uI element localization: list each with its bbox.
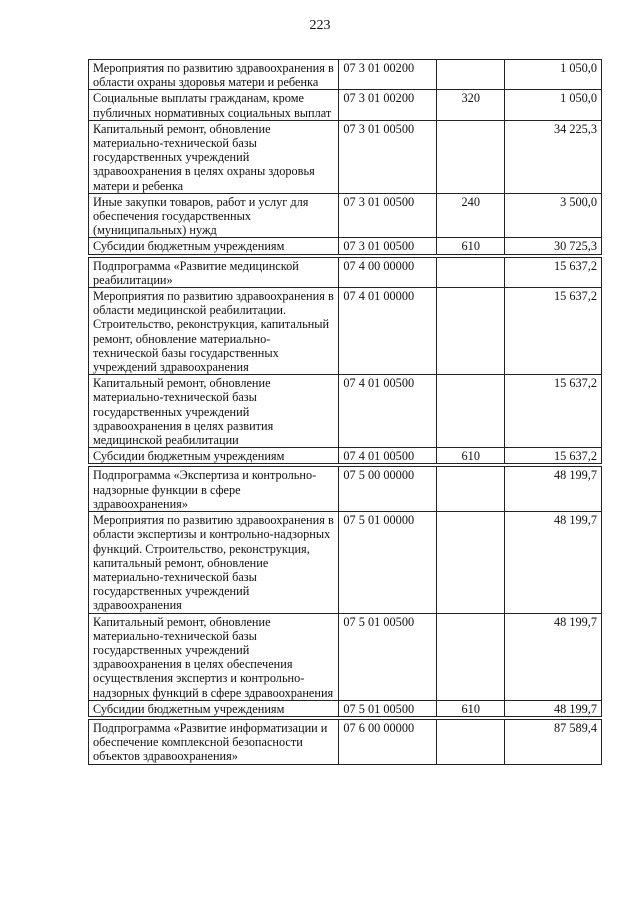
- row-code: 07 5 00 00000: [339, 467, 437, 512]
- row-expense-type: [437, 512, 505, 613]
- budget-table-body: [89, 60, 602, 765]
- row-expense-type: 320: [437, 90, 505, 120]
- row-code: 07 3 01 00200: [339, 90, 437, 120]
- table-row: [89, 613, 602, 700]
- row-name: Подпрограмма «Экспертиза и контрольно-надзорные функции в сфере здравоохранения»: [89, 467, 339, 512]
- row-code: 07 4 01 00000: [339, 288, 437, 375]
- row-expense-type: [437, 613, 505, 700]
- row-amount: 15 637,2: [505, 375, 602, 448]
- budget-table: [88, 59, 602, 765]
- page-number: 223: [309, 18, 331, 33]
- row-name: Мероприятия по развитию здравоохранения в области экспертизы и контрольно-надзорных функций. Строительство, реконструкция, капитальный ремонт, обновление материально-технической базы государственных учреждений здравоохранения: [89, 512, 339, 613]
- row-amount: 87 589,4: [505, 719, 602, 764]
- row-expense-type: [437, 467, 505, 512]
- table-row: [89, 512, 602, 613]
- row-amount: 34 225,3: [505, 120, 602, 193]
- table-row: [89, 375, 602, 448]
- row-code: 07 5 01 00000: [339, 512, 437, 613]
- row-amount: 15 637,2: [505, 257, 602, 287]
- row-amount: 1 050,0: [505, 90, 602, 120]
- table-row: [89, 448, 602, 464]
- row-expense-type: [437, 288, 505, 375]
- row-amount: 48 199,7: [505, 467, 602, 512]
- row-code: 07 3 01 00500: [339, 193, 437, 238]
- row-name: Капитальный ремонт, обновление материально-технической базы государственных учреждений здравоохранения в целях развития медицинской реабилитации: [89, 375, 339, 448]
- row-expense-type: [437, 120, 505, 193]
- row-name: Капитальный ремонт, обновление материально-технической базы государственных учреждений здравоохранения в целях обеспечения осуществления экспертиз и контрольно-надзорных функций в сфере здравоохранения: [89, 613, 339, 700]
- row-code: 07 4 01 00500: [339, 448, 437, 464]
- row-expense-type: [437, 375, 505, 448]
- row-code: 07 3 01 00500: [339, 120, 437, 193]
- row-name: Иные закупки товаров, работ и услуг для обеспечения государственных (муниципальных) нужд: [89, 193, 339, 238]
- row-expense-type: [437, 719, 505, 764]
- row-amount: 48 199,7: [505, 700, 602, 716]
- table-row: [89, 90, 602, 120]
- table-row: [89, 120, 602, 193]
- row-name: Мероприятия по развитию здравоохранения в области медицинской реабилитации. Строительство, реконструкция, капитальный ремонт, обновление материально-технической базы государственных учреждений здравоохранения: [89, 288, 339, 375]
- row-code: 07 3 01 00500: [339, 238, 437, 254]
- row-amount: 30 725,3: [505, 238, 602, 254]
- row-expense-type: [437, 257, 505, 287]
- row-amount: 15 637,2: [505, 448, 602, 464]
- table-row: [89, 719, 602, 764]
- row-name: Капитальный ремонт, обновление материально-технической базы государственных учреждений здравоохранения в целях охраны здоровья матери и ребенка: [89, 120, 339, 193]
- table-row: [89, 700, 602, 716]
- row-amount: 15 637,2: [505, 288, 602, 375]
- row-expense-type: 610: [437, 700, 505, 716]
- row-amount: 3 500,0: [505, 193, 602, 238]
- row-expense-type: 610: [437, 448, 505, 464]
- row-name: Субсидии бюджетным учреждениям: [89, 448, 339, 464]
- row-name: Субсидии бюджетным учреждениям: [89, 238, 339, 254]
- row-code: 07 5 01 00500: [339, 700, 437, 716]
- row-expense-type: 240: [437, 193, 505, 238]
- table-row: [89, 288, 602, 375]
- row-expense-type: 610: [437, 238, 505, 254]
- row-name: Подпрограмма «Развитие информатизации и обеспечение комплексной безопасности объектов здравоохранения»: [89, 719, 339, 764]
- row-code: 07 6 00 00000: [339, 719, 437, 764]
- table-row: [89, 60, 602, 90]
- row-amount: 1 050,0: [505, 60, 602, 90]
- table-row: [89, 238, 602, 254]
- row-name: Социальные выплаты гражданам, кроме публичных нормативных социальных выплат: [89, 90, 339, 120]
- row-amount: 48 199,7: [505, 613, 602, 700]
- row-amount: 48 199,7: [505, 512, 602, 613]
- table-row: [89, 467, 602, 512]
- row-code: 07 4 01 00500: [339, 375, 437, 448]
- row-expense-type: [437, 60, 505, 90]
- row-name: Субсидии бюджетным учреждениям: [89, 700, 339, 716]
- row-code: 07 3 01 00200: [339, 60, 437, 90]
- row-code: 07 4 00 00000: [339, 257, 437, 287]
- row-code: 07 5 01 00500: [339, 613, 437, 700]
- table-row: [89, 257, 602, 287]
- row-name: Мероприятия по развитию здравоохранения в области охраны здоровья матери и ребенка: [89, 60, 339, 90]
- table-row: [89, 193, 602, 238]
- row-name: Подпрограмма «Развитие медицинской реабилитации»: [89, 257, 339, 287]
